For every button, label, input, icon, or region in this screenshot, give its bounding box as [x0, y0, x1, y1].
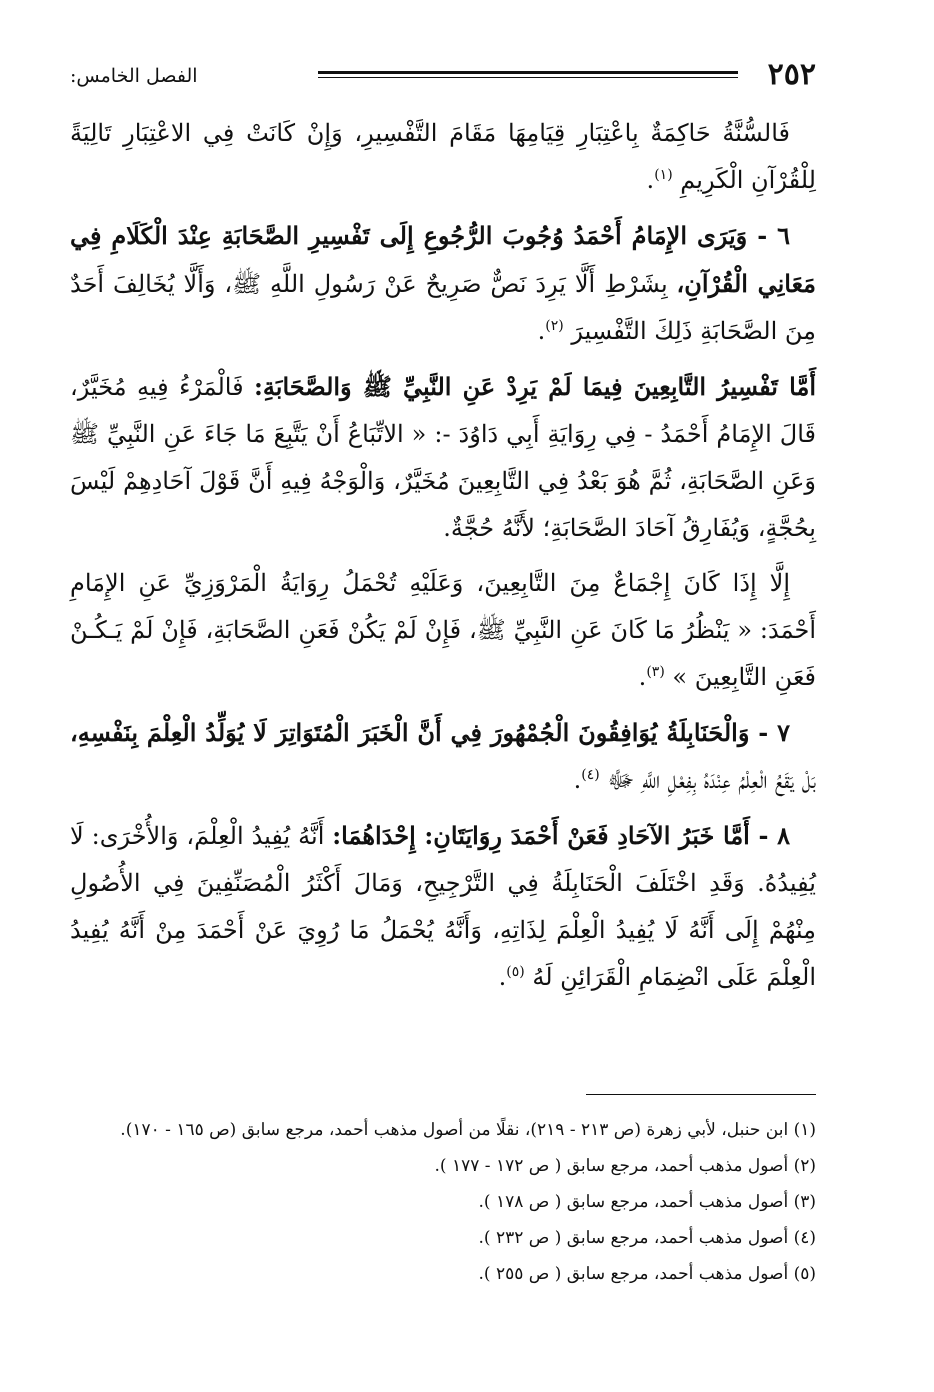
paragraph-1	[70, 110, 816, 204]
page-header	[70, 58, 816, 98]
paragraph-text: بِشَرْطِ أَلَّا يَرِدَ نَصٌّ صَرِيحٌ عَنْ رَسُولِ اللَّهِ ﷺ، وَأَلَّا يُخَالِفَ أَحَدٌ مِنَ الصَّحَابَةِ ذَلِكَ التَّفْسِيرَ	[70, 270, 816, 345]
paragraph-tail: .	[573, 766, 582, 794]
page-number: ٢٥٢	[767, 57, 816, 92]
footnote-ref: (٢)	[545, 318, 564, 334]
footnote-ref: (٤)	[581, 767, 600, 783]
paragraph-text: فَالسُّنَّةُ حَاكِمَةٌ بِاعْتِبَارِ قِيَامِهَا مَقَامَ التَّفْسِيرِ، وَإِنْ كَانَتْ فِي الاعْتِبَارِ تَالِيَةً لِلْقُرْآنِ الْكَرِيمِ	[70, 119, 816, 194]
paragraph-text: إِلَّا إِذَا كَانَ إِجْمَاعٌ مِنَ التَّابِعِينَ، وَعَلَيْهِ تُحْمَلُ رِوَايَةُ الْمَرْوَزِيِّ عَنِ الإِمَامِ أَحْمَدَ: « يَنْظُرُ مَا كَانَ عَنِ النَّبِيِّ ﷺ، فَإِنْ لَمْ يَكُنْ فَعَنِ الصَّحَابَةِ، فَإِنْ لَمْ يَـكُـنْ فَعَنِ التَّابِعِينَ »	[70, 569, 816, 691]
main-text	[70, 110, 816, 1009]
header-rule-thin	[318, 77, 738, 78]
header-rule	[318, 71, 738, 74]
paragraph-3	[70, 363, 816, 552]
footnote-ref: (١)	[654, 167, 673, 183]
paragraph-text: بَلْ يَقَعُ الْعِلْمُ عِنْدَهُ بِفِعْلِ اللَّهِ ﷻ	[607, 766, 816, 794]
footnote-1: (١) ابن حنبل، لأبي زهرة (ص ٢١٣ - ٢١٩)، نقلًا من أصول مذهب أحمد، مرجع سابق (ص ١٦٥ - ١٧٠).	[120, 1120, 816, 1140]
footnote-2: (٢) أصول مذهب أحمد، مرجع سابق ( ص ١٧٢ - ١٧٧ ).	[434, 1156, 816, 1176]
paragraph-2	[70, 212, 816, 355]
footnote-4: (٤) أصول مذهب أحمد، مرجع سابق ( ص ٢٣٢ ).	[478, 1228, 816, 1248]
footnotes	[70, 1112, 816, 1292]
paragraph-text: أَنَّهُ يُفِيدُ الْعِلْمَ، وَالأُخْرَى: لَا يُفِيدُهُ. وَقَدِ اخْتَلَفَ الْحَنَابِلَةُ فِي التَّرْجِيحِ، وَمَالَ أَكْثَرُ الْمُصَنِّفِينَ فِي الأُصُولِ مِنْهُمْ إِلَى أَنَّهُ لَا يُفِيدُ الْعِلْمَ لِذَاتِهِ، وَأَنَّهُ يُحْمَلُ مَا رُوِيَ عَنْ أَحْمَدَ مِنْ أَنَّهُ يُفِيدُ الْعِلْمَ عَلَى انْضِمَامِ الْقَرَائِنِ لَهُ	[70, 822, 816, 991]
chapter-title: الفصل الخامس:	[70, 65, 198, 87]
paragraph-tail: .	[537, 317, 546, 345]
paragraph-heading: أَمَّا تَفْسِيرُ التَّابِعِينَ فِيمَا لَمْ يَرِدْ عَنِ النَّبِيِّ ﷺ وَالصَّحَابَةِ:	[254, 372, 817, 401]
footnote-3: (٣) أصول مذهب أحمد، مرجع سابق ( ص ١٧٨ ).	[478, 1192, 816, 1212]
footnote-ref: (٣)	[646, 664, 665, 680]
paragraph-heading: ٦ - وَيَرَى الإِمَامُ أَحْمَدُ وُجُوبَ الرُّجُوعِ إِلَى تَفْسِيرِ الصَّحَابَةِ عِنْدَ الْكَلَامِ فِي مَعَانِي الْقُرْآنِ،	[70, 221, 817, 298]
footnote-5: (٥) أصول مذهب أحمد، مرجع سابق ( ص ٢٥٥ ).	[478, 1264, 816, 1284]
paragraph-tail: .	[638, 663, 647, 691]
footnote-ref: (٥)	[506, 964, 525, 980]
paragraph-tail: .	[498, 963, 507, 991]
footnote-separator	[586, 1094, 816, 1095]
paragraph-heading: ٧ - وَالْحَنَابِلَةُ يُوَافِقُونَ الْجُمْهُورَ فِي أَنَّ الْخَبَرَ الْمُتَوَاتِرَ لَا يُوَلِّدُ الْعِلْمَ بِنَفْسِهِ،	[70, 718, 790, 747]
paragraph-tail: .	[646, 166, 655, 194]
paragraph-6	[70, 812, 816, 1001]
paragraph-text: فَالْمَرْءُ فِيهِ مُخَيَّرٌ، قَالَ الإِمَامُ أَحْمَدُ - فِي رِوَايَةِ أَبِي دَاوُدَ -: « الاتِّبَاعُ أَنْ يَتَّبِعَ مَا جَاءَ عَنِ النَّبِيِّ ﷺ وَعَنِ الصَّحَابَةِ، ثُمَّ هُوَ بَعْدُ فِي التَّابِعِينَ مُخَيَّرٌ، وَالْوَجْهُ فِيهِ أَنَّ قَوْلَ آحَادِهِمْ لَيْسَ بِحُجَّةٍ، وَيُفَارِقُ آحَادَ الصَّحَابَةِ؛ لأَنَّهُ حُجَّةٌ.	[70, 373, 816, 542]
paragraph-heading: ٨ - أَمَّا خَبَرُ الآحَادِ فَعَنْ أَحْمَدَ رِوَايَتَانِ: إِحْدَاهُمَا:	[332, 821, 790, 850]
paragraph-5	[70, 709, 816, 804]
paragraph-4	[70, 560, 816, 701]
